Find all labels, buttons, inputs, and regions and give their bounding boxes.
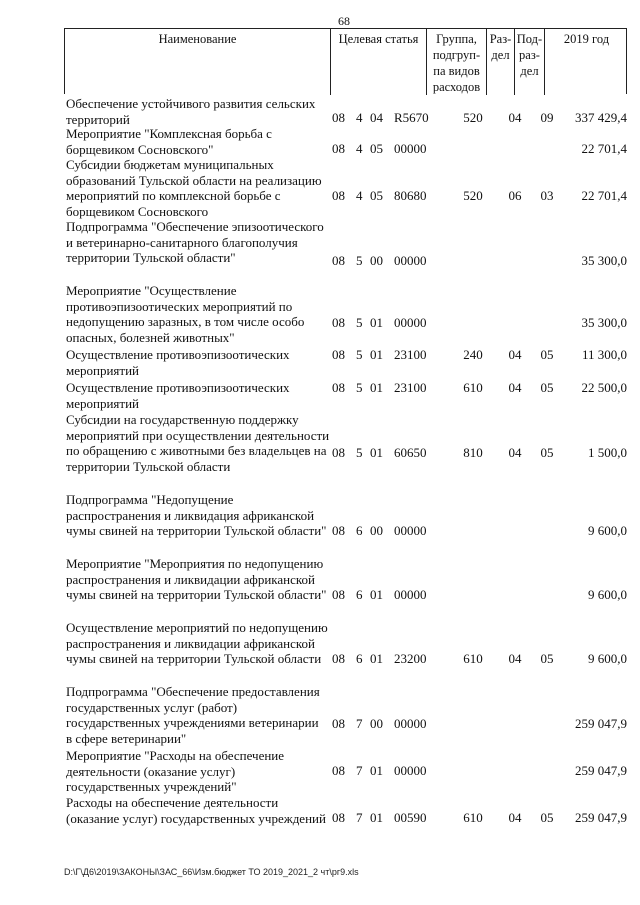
page-number: 68 — [338, 14, 350, 28]
row-codes: 08 7 00 00000 259 047,9 — [332, 716, 627, 731]
row-value: 35 300,0 — [581, 315, 627, 330]
row-value: 22 701,4 — [581, 141, 627, 156]
row-name: Мероприятие "Мероприятия по недопущению распространения и ликвидации африканской чумы свиней на территории Тульской области" — [66, 556, 327, 602]
row-name: Мероприятие "Осуществление противоэпизоотических мероприятий по недопущению заразных, в том числе особо опасных, болезней животных" — [66, 283, 305, 345]
row-name: Мероприятие "Комплексная борьба с борщевиком Сосновского" — [66, 126, 272, 157]
table-row — [64, 219, 627, 283]
row-name: Осуществление мероприятий по недопущению распространения и ликвидации африканской чумы свиней на территории Тульской области — [66, 620, 328, 666]
table-row — [64, 795, 627, 828]
row-name: Субсидии на государственную поддержку мероприятий при осуществлении деятельности по обращению с животными без владельцев на территории Тульской области — [66, 412, 330, 474]
row-codes: 08 7 01 00590 610 04 05 259 047,9 — [332, 810, 627, 825]
table-row — [64, 556, 627, 620]
row-value: 11 300,0 — [581, 347, 627, 362]
row-codes: 08 5 01 23100 610 04 05 22 500,0 — [332, 380, 627, 395]
header-group: Группа, подгруп- па видов расходов — [427, 29, 487, 95]
row-value: 9 600,0 — [588, 651, 627, 666]
row-value: 259 047,9 — [575, 763, 627, 778]
row-value: 35 300,0 — [581, 253, 627, 268]
row-codes: 08 4 05 00000 22 701,4 — [332, 141, 627, 156]
table-row — [64, 96, 627, 126]
row-codes: 08 5 01 60650 810 04 05 1 500,0 — [332, 445, 627, 460]
row-codes: 08 4 04 R5670 520 04 09 337 429,4 — [332, 110, 627, 125]
table-row — [64, 157, 627, 219]
row-codes: 08 5 00 00000 35 300,0 — [332, 253, 627, 268]
row-codes: 08 5 01 00000 35 300,0 — [332, 315, 627, 330]
row-name: Подпрограмма "Недопущение распространения и ликвидация африканской чумы свиней на территории Тульской области" — [66, 492, 327, 538]
table-row — [64, 347, 627, 380]
row-name: Расходы на обеспечение деятельности (оказание услуг) государственных учреждений — [66, 795, 326, 826]
table-row — [64, 126, 627, 157]
table-row — [64, 492, 627, 556]
row-codes: 08 5 01 23100 240 04 05 11 300,0 — [332, 347, 627, 362]
table-row — [64, 684, 627, 748]
table-row — [64, 283, 627, 347]
row-value: 22 701,4 — [581, 188, 627, 203]
file-path-footer: D:\Г\Д6\2019\ЗАКОНЫ\ЗАС_66\Изм.бюджет ТО 2019_2021_2 чт\рг9.xls — [64, 867, 359, 877]
row-codes: 08 7 01 00000 259 047,9 — [332, 763, 627, 778]
header-section: Раз- дел — [487, 29, 515, 95]
row-codes: 08 6 01 23200 610 04 05 9 600,0 — [332, 651, 627, 666]
row-value: 22 500,0 — [581, 380, 627, 395]
table-row — [64, 412, 627, 492]
row-codes: 08 6 01 00000 9 600,0 — [332, 587, 627, 602]
row-value: 259 047,9 — [575, 810, 627, 825]
row-name: Осуществление противоэпизоотических мероприятий — [66, 380, 290, 411]
row-value: 259 047,9 — [575, 716, 627, 731]
table-body — [64, 96, 627, 828]
header-target: Целевая статья — [331, 29, 427, 95]
row-value: 9 600,0 — [588, 523, 627, 538]
row-name: Мероприятие "Расходы на обеспечение деятельности (оказание услуг) государственных учреждений" — [66, 748, 285, 794]
row-codes: 08 4 05 80680 520 06 03 22 701,4 — [332, 188, 627, 203]
row-name: Подпрограмма "Обеспечение предоставления государственных услуг (работ) государственных учреждениями ветеринарии в сфере ветеринарии" — [66, 684, 320, 746]
row-name: Субсидии бюджетам муниципальных образований Тульской области на реализацию мероприятий по комплексной борьбе с борщевиком Сосновского — [66, 157, 322, 219]
table-row — [64, 620, 627, 684]
table-header — [64, 28, 627, 94]
row-name: Обеспечение устойчивого развития сельских территорий — [66, 96, 316, 127]
row-value: 1 500,0 — [588, 445, 627, 460]
header-subsection: Под- раз- дел — [515, 29, 545, 95]
row-value: 9 600,0 — [588, 587, 627, 602]
row-codes: 08 6 00 00000 9 600,0 — [332, 523, 627, 538]
header-year: 2019 год — [563, 32, 610, 46]
row-name: Подпрограмма "Обеспечение эпизоотического и ветеринарно-санитарного благополучия территории Тульской области" — [66, 219, 324, 265]
header-name: Наименование — [65, 29, 331, 95]
table-row — [64, 748, 627, 795]
row-name: Осуществление противоэпизоотических мероприятий — [66, 347, 290, 378]
row-value: 337 429,4 — [575, 110, 627, 125]
table-row — [64, 380, 627, 412]
